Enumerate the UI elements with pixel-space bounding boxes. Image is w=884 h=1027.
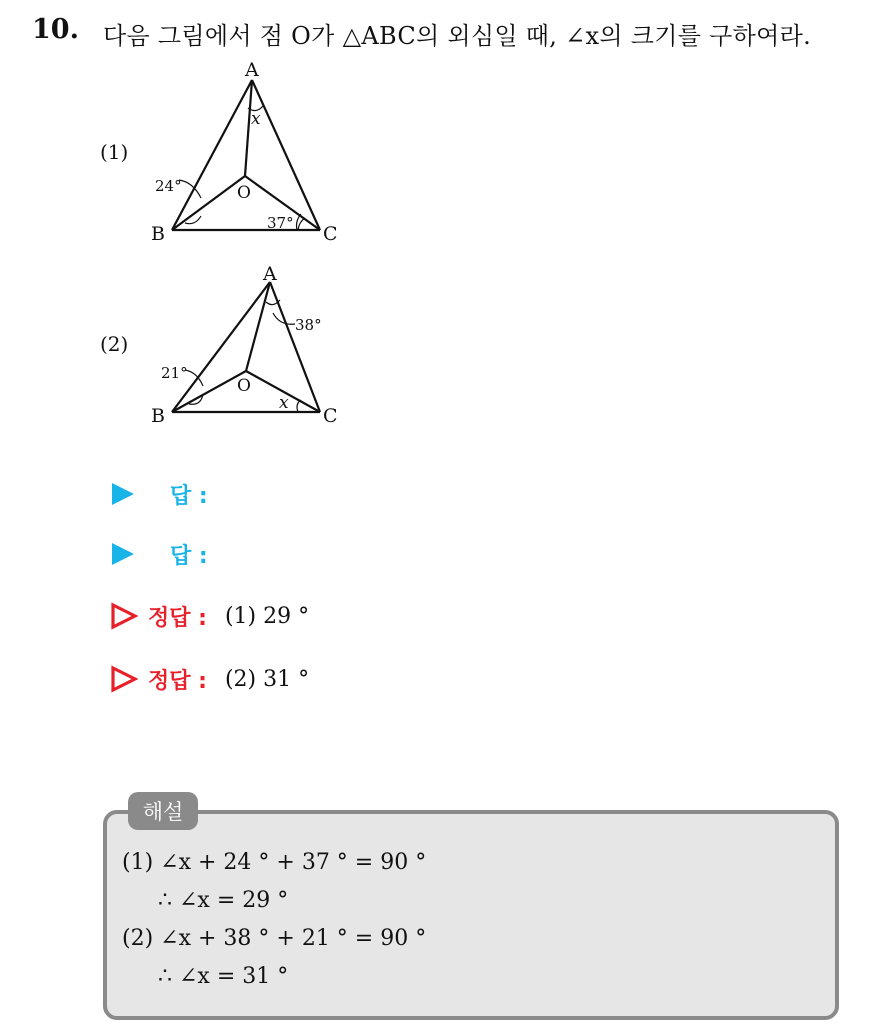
question-text: 다음 그림에서 점 O가 △ABC의 외심일 때, ∠x의 크기를 구하여라.: [103, 22, 812, 50]
figure-2-angle-b: 21°: [161, 364, 188, 382]
outline-triangle-icon: [110, 602, 138, 630]
figure-2-vertex-b: B: [151, 405, 165, 427]
correct-answer-value: (1) 29 °: [224, 603, 310, 629]
correct-answer-value: (2) 31 °: [224, 666, 310, 692]
correct-answer-row-1: [110, 596, 309, 636]
figure-2-angle-x: x: [279, 393, 289, 413]
figure-2-label: (2): [100, 332, 129, 356]
figure-1-label: (1): [100, 140, 129, 164]
figure-2-vertex-o: O: [237, 376, 251, 396]
correct-answer-label: 정답 :: [148, 605, 207, 631]
figure-2-vertex-c: C: [323, 405, 338, 427]
answer-row-1[interactable]: [110, 474, 208, 514]
figure-1-angle-c: 37°: [267, 214, 294, 232]
figure-1-vertex-a: A: [245, 59, 259, 81]
correct-answer-label: 정답 :: [148, 668, 207, 694]
figure-2-vertex-a: A: [263, 263, 277, 285]
figure-1-triangle: [145, 58, 355, 248]
figure-1-vertex-c: C: [323, 223, 338, 245]
figure-1-vertex-o: O: [237, 183, 251, 203]
figure-2-angle-a: 38°: [295, 316, 322, 334]
answer-label: 답 :: [170, 543, 208, 569]
solution-line-1: (1) ∠x + 24 ° + 37 ° = 90 °: [122, 850, 427, 875]
figure-1-angle-x: x: [251, 109, 261, 129]
figure-2-triangle: [145, 258, 355, 430]
question-number: 10.: [32, 14, 79, 45]
solution-title: 해설: [128, 792, 198, 830]
answer-row-2[interactable]: [110, 534, 208, 574]
answer-label: 답 :: [170, 483, 208, 509]
play-icon: [110, 481, 136, 507]
play-icon: [110, 541, 136, 567]
correct-answer-row-2: [110, 659, 309, 699]
solution-line-2: ∴ ∠x = 29 °: [158, 888, 289, 913]
figure-1-angle-b: 24°: [155, 177, 182, 195]
figure-1-vertex-b: B: [151, 223, 165, 245]
solution-line-4: ∴ ∠x = 31 °: [158, 964, 289, 989]
solution-line-3: (2) ∠x + 38 ° + 21 ° = 90 °: [122, 926, 427, 951]
outline-triangle-icon: [110, 665, 138, 693]
